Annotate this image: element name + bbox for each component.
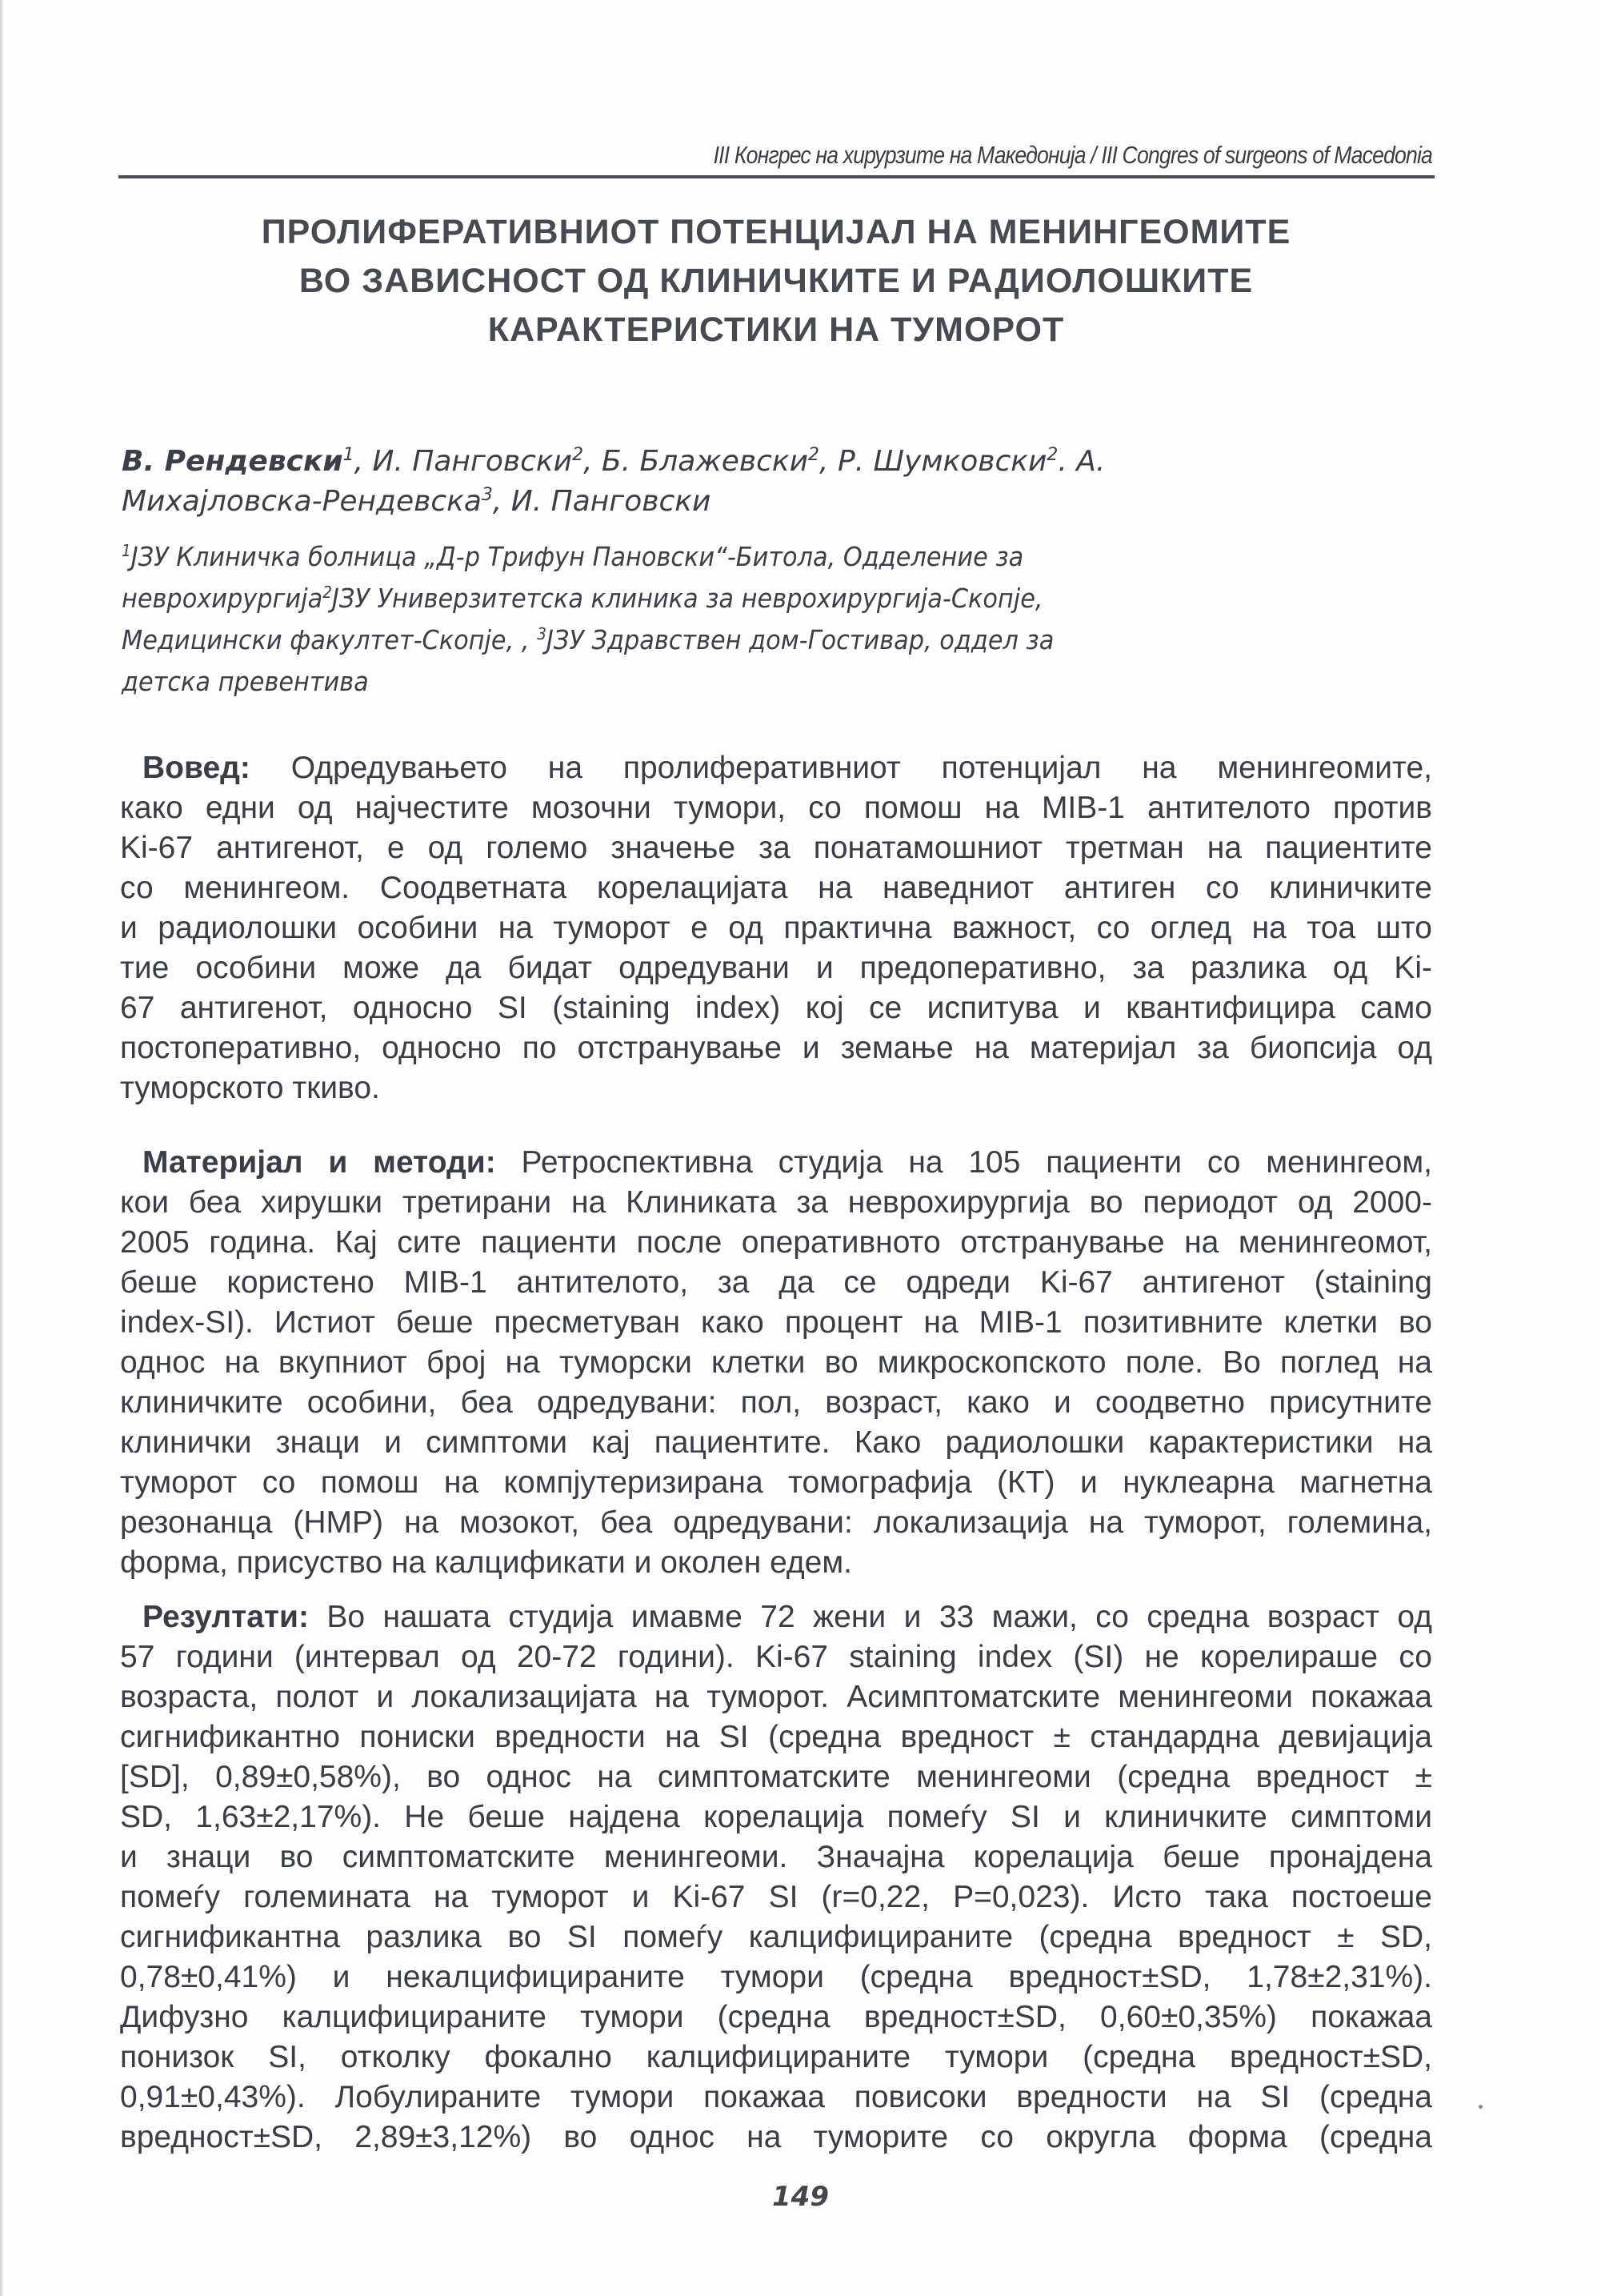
affiliation-marker: 1 — [342, 445, 354, 465]
affiliation-marker: 2 — [322, 583, 332, 602]
paragraph-line: сигнификантна разлика во SI помеѓу калцифицираните (средна вредност ± SD, — [120, 1920, 1432, 1954]
paragraph-line — [120, 748, 1432, 788]
paragraph-line: SD, 1,63±2,17%). Не беше најдена корелација помеѓу SI и клиничките симптоми — [120, 1800, 1432, 1834]
section-heading: Резултати: — [142, 1600, 309, 1634]
paragraph-line: 0,78±0,41%) и некалцифицираните тумори (средна вредност±SD, 1,78±2,31%). — [120, 1960, 1432, 1994]
paragraph-line: понизок SI, отколку фокално калцифицираните тумори (средна вредност±SD, — [120, 2040, 1432, 2074]
section-heading: Вовед: — [142, 751, 250, 785]
affiliation-text: ЈЗУ Здравствен дом-Гостивар, оддел за — [546, 624, 1055, 655]
affiliation-marker: 2 — [808, 445, 820, 465]
paragraph-line: возраста, полот и локализацијата на туморот. Асимптоматските менингеоми покажаа — [120, 1680, 1432, 1714]
paragraph-line: клиничките особини, беа одредувани: пол, возраст, како и соодветно присутните — [120, 1385, 1432, 1420]
scan-edge-shadow — [0, 0, 4, 2296]
paragraph-line: вредност±SD, 2,89±3,12%) во однос на туморите со округла форма (средна — [120, 2120, 1432, 2154]
paragraph-line: Дифузно калцифицираните тумори (средна вредност±SD, 0,60±0,35%) покажаа — [120, 2000, 1432, 2034]
paragraph-line: сигнификантно пониски вредности на SI (средна вредност ± стандардна девијација — [120, 1720, 1432, 1754]
affiliation-text: неврохирургија — [122, 583, 323, 614]
affiliation-marker: 3 — [537, 624, 546, 643]
separator: , — [819, 445, 838, 478]
affiliations — [122, 536, 1434, 703]
author-name: И. Пангoвски — [372, 445, 573, 478]
affiliation-marker: 3 — [481, 485, 493, 505]
paragraph-line — [120, 1143, 1432, 1183]
author-line — [122, 482, 1434, 522]
affiliation-text: ЈЗУ Клиничка болница „Д-р Трифун Пановски“-Битола, Одделение за — [130, 541, 1024, 572]
paragraph-line: 57 години (интервал од 20-72 години). Ki-67 staining index (SI) не корелираше со — [120, 1640, 1432, 1674]
page-number: 149 — [772, 2181, 829, 2213]
affiliation-line — [122, 619, 1329, 661]
author-list — [122, 442, 1434, 522]
author-name: Р. Шумковски — [837, 445, 1047, 478]
paragraph-line: [SD], 0,89±0,58%), во однос на симптоматските менингеоми (средна вредност ± — [120, 1760, 1432, 1794]
paragraph-line: со менингеом. Соодветната корелацијата на наведниот антиген со клиничките — [120, 871, 1432, 905]
paragraph-line — [120, 1597, 1432, 1637]
affiliation-line — [122, 661, 1329, 703]
section-results — [120, 1597, 1432, 2158]
affiliation-text: детска превентива — [122, 666, 369, 697]
affiliation-text: ЈЗУ Универзитетска клиника за неврохирургија-Скопје, — [331, 583, 1043, 614]
author-name: Б. Блажевски — [601, 445, 809, 478]
paragraph-line: тие особини може да бидат одредувани и предоперативно, за разлика од Ki- — [120, 951, 1432, 985]
paragraph-line: однос на вкупниот број на туморски клетки во микроскопското поле. Во поглед на — [120, 1345, 1432, 1380]
first-author: В. Рендевски — [122, 445, 343, 478]
paragraph-line: index-SI). Истиот беше пресметуван како процент на MIB-1 позитивните клетки во — [120, 1305, 1432, 1340]
affiliation-marker: 2 — [1047, 445, 1059, 465]
paragraph-line: кои беа хирушки третирани на Клиниката за неврохируpгија во периодот од 2000- — [120, 1185, 1432, 1220]
paragraph-line: Ki-67 антигенот, е од големо значење за понатамошниот третман на пациентите — [120, 831, 1432, 865]
affiliation-text: Медицински факултет-Скопје, , — [122, 624, 538, 655]
author-name: Михајловска-Рендевска — [122, 485, 482, 518]
paragraph-line: и радиолошки особини на туморот е од практична важност, со оглед на тоа што — [120, 911, 1432, 945]
line-text: Одредувањето на пролиферативниот потенцијал на менингеомите, — [290, 751, 1432, 785]
paragraph-line: форма, присуство на калцификати и околен едем. — [120, 1545, 853, 1580]
affiliation-marker: 1 — [122, 541, 131, 560]
paragraph-line: постоперативно, односно по отстранување и земање на материјал за биопсија од — [120, 1031, 1432, 1065]
title-line: ПРОЛИФЕРАТИВНИОТ ПОТЕНЦИЈАЛ НА МЕНИНГЕОМИТЕ — [261, 213, 1291, 251]
separator: , — [354, 445, 373, 478]
affiliation-line — [122, 536, 1329, 578]
line-text: Во нашата студија имавме 72 жени и 33 мажи, со средна возраст од — [326, 1600, 1432, 1634]
title-line: КАРАКТЕРИСТИКИ НА ТУМОРОТ — [487, 311, 1065, 349]
affiliation-marker: 2 — [572, 445, 584, 465]
article-title — [120, 208, 1432, 355]
author-line — [122, 442, 1434, 482]
title-line: ВО ЗАВИСНОСТ ОД КЛИНИЧКИТЕ И РАДИОЛОШКИТЕ — [298, 262, 1254, 300]
paragraph-line: клинички знаци и симптоми кај пациентите. Како радиолошки карактеристики на — [120, 1425, 1432, 1460]
paragraph-line: туморското ткиво. — [120, 1071, 380, 1105]
section-heading: Материјал и методи: — [142, 1145, 496, 1180]
separator: , — [583, 445, 602, 478]
paragraph-line: помеѓу големината на туморот и Ki-67 SI (r=0,22, P=0,023). Исто така постоеше — [120, 1880, 1432, 1914]
affiliation-line — [122, 578, 1329, 619]
paragraph-line: беше користено MIB-1 антителото, за да се одреди Ki-67 антигенот (staining — [120, 1265, 1432, 1300]
paragraph-line: како едни од најчестите мозочни тумори, со помош на MIB-1 антителото против — [120, 791, 1432, 825]
section-methods — [120, 1143, 1432, 1583]
line-text: Ретроспективна студија на 105 пациенти со менингеом, — [521, 1145, 1432, 1180]
header-rule-divider — [118, 175, 1435, 178]
paragraph-line: 2005 година. Кај сите пациенти после оперативното отстранување на менингеомот, — [120, 1225, 1432, 1260]
paragraph-line: туморот со помош на компјутеризирана томографија (КТ) и нуклеарна магнетна — [120, 1465, 1432, 1500]
scan-speck — [1479, 2105, 1483, 2109]
section-introduction — [120, 748, 1432, 1108]
running-header: III Конгрес на хирурзите на Македонија / III Congres of surgeons of Macedonia — [713, 141, 1432, 169]
paragraph-line: и знаци во симптоматските менингеоми. Значајна корелација беше пронајдена — [120, 1840, 1432, 1874]
author-tail: , И. Пангoвски — [492, 485, 711, 518]
paragraph-line: резонанца (НМР) на мозокот, беа одредувани: локализација на туморот, големина, — [120, 1505, 1432, 1540]
author-tail: . А. — [1058, 445, 1106, 478]
paragraph-line: 0,91±0,43%). Лобулираните тумори покажаа повисоки вредности на SI (средна — [120, 2080, 1432, 2114]
paragraph-line: 67 антигенот, односно SI (staining index) кој се испитува и квантифицира само — [120, 991, 1432, 1025]
